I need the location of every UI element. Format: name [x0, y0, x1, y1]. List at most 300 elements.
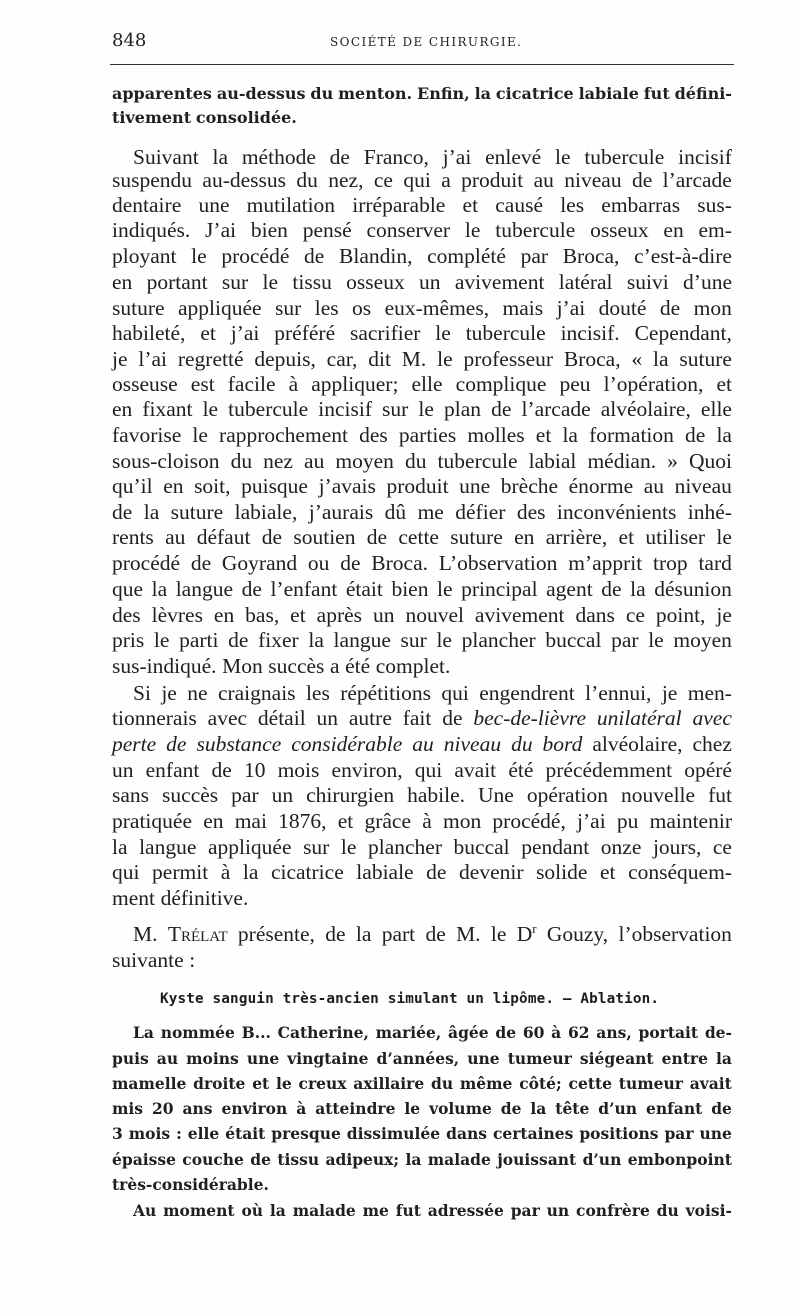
word: détail	[257, 706, 306, 730]
word: à	[422, 809, 432, 833]
word: désunion	[654, 577, 732, 601]
word: tumeur	[618, 1074, 683, 1093]
word: M.	[456, 922, 481, 946]
word: en	[203, 809, 224, 833]
word: énorme	[568, 474, 634, 498]
word: une	[459, 474, 491, 498]
word: 60	[522, 1023, 545, 1042]
word: mis	[112, 1099, 144, 1118]
word: moment	[163, 1201, 235, 1220]
word: des	[516, 500, 546, 524]
word: dans	[446, 1124, 487, 1143]
text-line	[112, 449, 732, 474]
text-line	[112, 886, 732, 911]
word: cicatrice	[495, 84, 574, 103]
word: par	[520, 244, 549, 268]
word: préféré	[274, 321, 336, 345]
word: sacrifier	[349, 321, 421, 345]
word: habile.	[407, 783, 465, 807]
word: Quoi	[688, 449, 732, 473]
word: cicatrice	[270, 860, 344, 884]
word: Catherine,	[277, 1023, 369, 1042]
word: du	[404, 449, 427, 473]
word: presque	[271, 1124, 341, 1143]
word: de	[261, 525, 283, 549]
text-line	[112, 168, 732, 193]
word: appliquer;	[311, 372, 399, 396]
word: de	[340, 551, 361, 575]
word: moyen	[335, 449, 394, 473]
word: B...	[241, 1023, 271, 1042]
word: mamelle	[112, 1074, 187, 1093]
word: la	[630, 577, 646, 601]
word: le	[418, 397, 434, 421]
word: la	[653, 347, 669, 371]
word: peu	[559, 372, 591, 396]
word: l’enfant	[270, 577, 338, 601]
word: à	[220, 860, 231, 884]
word: des	[112, 603, 141, 627]
word: adressée	[427, 1201, 504, 1220]
word: bas,	[245, 603, 280, 627]
word: rapprochement	[219, 423, 348, 447]
observation-heading: Kyste sanguin très-ancien simulant un lipôme. — Ablation.	[160, 991, 660, 1007]
word: trop	[653, 551, 688, 575]
word: favorise	[112, 423, 182, 447]
word: du	[230, 449, 253, 473]
word: le	[464, 218, 481, 242]
word: portant	[146, 270, 208, 294]
word: la	[143, 500, 160, 524]
word: me	[362, 1201, 389, 1220]
word: un	[112, 758, 134, 782]
word: mutilation	[246, 193, 336, 217]
word: suture	[170, 500, 224, 524]
word: soit,	[194, 474, 231, 498]
word: de-	[704, 1023, 732, 1042]
word: de	[659, 296, 681, 320]
word: maintenir	[649, 809, 732, 833]
word: un	[372, 603, 395, 627]
word: enfant	[645, 1099, 703, 1118]
word: incisif	[678, 145, 732, 169]
word: de	[112, 500, 133, 524]
word: je	[161, 681, 177, 705]
text-line	[112, 628, 732, 653]
word: menton.	[338, 84, 413, 103]
word: le	[555, 145, 571, 169]
word: tionnerais	[112, 706, 197, 730]
word: tivement	[112, 108, 192, 127]
word: épaisse	[112, 1150, 176, 1169]
word: dit	[368, 347, 391, 371]
word: et	[599, 860, 616, 884]
word: sur	[221, 270, 249, 294]
word: siégeant	[579, 1049, 654, 1068]
word: niveau	[443, 732, 502, 756]
word: formation	[589, 423, 674, 447]
word: l’observation	[618, 922, 732, 946]
word: et	[337, 809, 354, 833]
word: Cependant,	[634, 321, 732, 345]
word: à	[288, 372, 299, 396]
text-line	[112, 603, 732, 628]
word: avivement	[474, 603, 565, 627]
text-line	[112, 758, 732, 783]
word: a	[330, 654, 340, 678]
word: du	[656, 1201, 679, 1220]
word: Si	[133, 681, 151, 705]
word: du	[310, 84, 334, 103]
word: d’un	[582, 1150, 622, 1169]
word: car,	[326, 347, 358, 371]
word: os	[352, 296, 372, 320]
word: de	[166, 732, 187, 756]
word: défier	[455, 500, 506, 524]
word: complet.	[375, 654, 451, 678]
word: tissu	[277, 1150, 320, 1169]
word: L’observation	[438, 551, 558, 575]
word: tubercule	[465, 321, 546, 345]
word: osseuse	[112, 372, 178, 396]
header-rule	[110, 64, 734, 65]
word: la	[562, 423, 578, 447]
word: a	[441, 168, 451, 192]
word: Suivant	[133, 145, 199, 169]
word: j’aurais	[308, 500, 374, 524]
word: principal	[461, 577, 538, 601]
word: le	[340, 835, 357, 859]
word: méthode	[241, 145, 316, 169]
word: de	[211, 758, 232, 782]
word: et	[252, 1074, 270, 1093]
word: pendant	[521, 835, 590, 859]
word: irréparable	[352, 193, 446, 217]
word: depuis,	[254, 347, 316, 371]
text-line	[112, 551, 732, 576]
word: creux	[298, 1074, 347, 1093]
word: la	[715, 1049, 732, 1068]
word: »	[667, 449, 678, 473]
word: au-dessus	[202, 168, 287, 192]
word: sus-indiqué.	[112, 654, 217, 678]
word: Broca,	[563, 347, 621, 371]
word: présente,	[237, 922, 315, 946]
word: que	[112, 577, 144, 601]
text-line	[112, 525, 732, 550]
text-line	[112, 1049, 732, 1068]
word: le	[191, 244, 207, 268]
word: ou	[307, 551, 330, 575]
word: m’apprit	[568, 551, 643, 575]
word: puisque	[241, 474, 308, 498]
word: atteindre	[315, 1099, 396, 1118]
word: Mon	[222, 654, 263, 678]
text-line	[112, 321, 732, 346]
word: qui	[441, 681, 469, 705]
word: parti	[179, 628, 219, 652]
word: tête	[555, 1099, 590, 1118]
text-line	[112, 474, 732, 499]
text-line	[112, 1099, 732, 1118]
word: de	[711, 1099, 732, 1118]
word: plancher	[461, 628, 536, 652]
word: Gouzy,	[546, 922, 609, 946]
word: tubercule	[228, 397, 309, 421]
word: à	[296, 1099, 307, 1118]
word: le	[437, 347, 453, 371]
word: Broca.	[371, 551, 428, 575]
word: une	[699, 1124, 732, 1143]
text-line	[112, 84, 732, 103]
word: défaut	[196, 525, 251, 549]
word: pratiquée	[112, 809, 192, 833]
word: fut	[643, 84, 670, 103]
text-line	[112, 1175, 732, 1194]
text-line	[133, 681, 732, 706]
word: utiliser	[645, 525, 706, 549]
word: le	[716, 525, 732, 549]
word: couche	[182, 1150, 244, 1169]
text-line	[112, 423, 732, 448]
word: molles	[467, 423, 525, 447]
word: l’ennui,	[585, 681, 652, 705]
word: Au	[133, 1201, 157, 1220]
word: volume	[429, 1099, 492, 1118]
word: La	[133, 1023, 154, 1042]
word: appliquée	[207, 835, 292, 859]
word: incisif.	[560, 321, 620, 345]
word: l’ai	[138, 347, 168, 371]
word: le	[437, 577, 453, 601]
word: osseux	[590, 218, 649, 242]
word: la	[308, 628, 324, 652]
word: succès	[268, 654, 325, 678]
word: regretté	[177, 347, 244, 371]
word: tubercule	[584, 145, 665, 169]
word: nouvelle	[621, 783, 696, 807]
word: opéré	[684, 758, 732, 782]
word: j’ai	[577, 809, 606, 833]
word: le	[262, 270, 279, 294]
word: pris	[112, 628, 145, 652]
word: habileté,	[112, 321, 186, 345]
word: environ	[221, 1099, 288, 1118]
word: soutien	[293, 525, 356, 549]
word: bord	[542, 732, 583, 756]
word: l’arcade	[521, 397, 591, 421]
word: suivante	[112, 948, 184, 972]
word: en	[663, 218, 684, 242]
word: qu’il	[112, 474, 153, 498]
word: axillaire	[353, 1074, 425, 1093]
word: du	[296, 168, 318, 192]
word: engendrent	[479, 681, 575, 705]
word: d’une	[683, 270, 732, 294]
text-line	[112, 732, 732, 757]
word: tubercule	[437, 449, 518, 473]
word: avait	[454, 758, 497, 782]
word: alvéolaire,	[600, 397, 691, 421]
word: âgée	[448, 1023, 489, 1042]
word: ans,	[596, 1023, 632, 1042]
word: les	[305, 681, 330, 705]
word: tard	[698, 551, 732, 575]
word: du	[431, 1074, 454, 1093]
word: rents	[112, 525, 154, 549]
word: de	[228, 628, 249, 652]
word: au	[165, 525, 186, 549]
word: elle	[187, 1124, 220, 1143]
word: confrère	[576, 1201, 650, 1220]
word: malade	[292, 1201, 356, 1220]
word: eux-mêmes,	[384, 296, 490, 320]
word: ce	[712, 835, 732, 859]
text-line	[112, 347, 732, 372]
word: bien	[391, 577, 429, 601]
word: répétitions	[340, 681, 431, 705]
word: me	[417, 500, 444, 524]
word: suture	[112, 296, 165, 320]
word: le	[490, 922, 507, 946]
word: part	[381, 922, 416, 946]
word: au	[156, 1049, 179, 1068]
word: précédemment	[545, 758, 673, 782]
word: mon	[693, 296, 732, 320]
word: labiale,	[234, 500, 298, 524]
word: de	[425, 922, 446, 946]
word: j’ai	[556, 296, 586, 320]
word: alvéolaire,	[592, 732, 683, 756]
word: avait	[689, 1074, 732, 1093]
word: un	[546, 1201, 570, 1220]
word: procédé,	[492, 809, 566, 833]
word: ans	[182, 1099, 213, 1118]
word: et	[200, 321, 216, 345]
word: plancher	[367, 835, 442, 859]
word: professeur	[463, 347, 554, 371]
word: elle	[411, 372, 443, 396]
word: suivi	[626, 270, 669, 294]
word: langue	[333, 628, 391, 652]
word: où	[241, 1201, 264, 1220]
word: en	[514, 525, 535, 549]
word: buccal	[545, 628, 602, 652]
word: puis	[112, 1049, 149, 1068]
word: enlevé	[485, 145, 542, 169]
word: entre	[661, 1049, 708, 1068]
word: la	[269, 1201, 286, 1220]
word: droite	[193, 1074, 246, 1093]
word: ce	[625, 603, 645, 627]
word: très-considérable.	[112, 1175, 269, 1194]
word: et	[290, 603, 306, 627]
word: adipeux;	[325, 1150, 400, 1169]
word: unilatéral	[596, 706, 682, 730]
word: ne	[187, 681, 208, 705]
word: au	[643, 474, 664, 498]
word: le	[153, 628, 170, 652]
word: produit	[386, 474, 449, 498]
word: le	[192, 423, 208, 447]
word: men-	[687, 681, 732, 705]
word: un	[316, 706, 339, 730]
word: nez	[263, 449, 293, 473]
word: par	[664, 1124, 694, 1143]
word: la	[716, 423, 732, 447]
word: à	[551, 1023, 562, 1042]
word: suture	[450, 525, 503, 549]
word: conserver	[366, 218, 451, 242]
word: labiale	[578, 84, 639, 103]
word: Une	[478, 783, 514, 807]
word: jouissant	[497, 1150, 577, 1169]
text-line	[112, 296, 732, 321]
word: langue	[139, 835, 197, 859]
word: avivement	[454, 270, 545, 294]
word: sur	[303, 835, 330, 859]
word: sur	[400, 628, 427, 652]
text-line	[133, 922, 732, 947]
word: labial	[528, 449, 577, 473]
word: le	[276, 1074, 292, 1093]
word: d’années,	[376, 1049, 460, 1068]
text-line	[112, 397, 732, 422]
word: chirurgien	[306, 783, 395, 807]
word: une	[198, 193, 230, 217]
word: niveau	[564, 168, 622, 192]
word: fixer	[258, 628, 299, 652]
word: :	[189, 948, 196, 972]
word: Franco,	[363, 145, 429, 169]
word: elle	[700, 397, 732, 421]
word: je	[661, 681, 678, 705]
word: par	[611, 628, 639, 652]
word: qui	[414, 758, 443, 782]
word: causé	[495, 193, 544, 217]
word: de	[250, 1150, 271, 1169]
word: em-	[698, 218, 732, 242]
word: succès	[162, 783, 219, 807]
word: moins	[186, 1049, 239, 1068]
word: au	[304, 449, 325, 473]
word: l’arcade	[662, 168, 732, 192]
text-line	[133, 1023, 732, 1042]
word: 10	[243, 758, 266, 782]
word: environ,	[331, 758, 403, 782]
word: pensé	[302, 218, 352, 242]
word: facile	[227, 372, 276, 396]
word: inhé-	[687, 500, 732, 524]
word: appliquée	[177, 296, 262, 320]
word: nommée	[160, 1023, 235, 1042]
word: indiqués.	[112, 218, 191, 242]
word: du	[511, 732, 533, 756]
word: parties	[398, 423, 457, 447]
word: au-dessus	[216, 84, 306, 103]
word: moyen	[673, 628, 732, 652]
word: par	[510, 1201, 540, 1220]
text-line	[133, 1201, 732, 1220]
word: consolidée.	[195, 108, 297, 127]
word: vingtaine	[287, 1049, 369, 1068]
word: fut	[708, 783, 732, 807]
word: langue	[175, 577, 234, 601]
word: j’ai	[230, 321, 260, 345]
word: de	[601, 577, 622, 601]
text-line	[112, 835, 732, 860]
word: médian.	[587, 449, 657, 473]
